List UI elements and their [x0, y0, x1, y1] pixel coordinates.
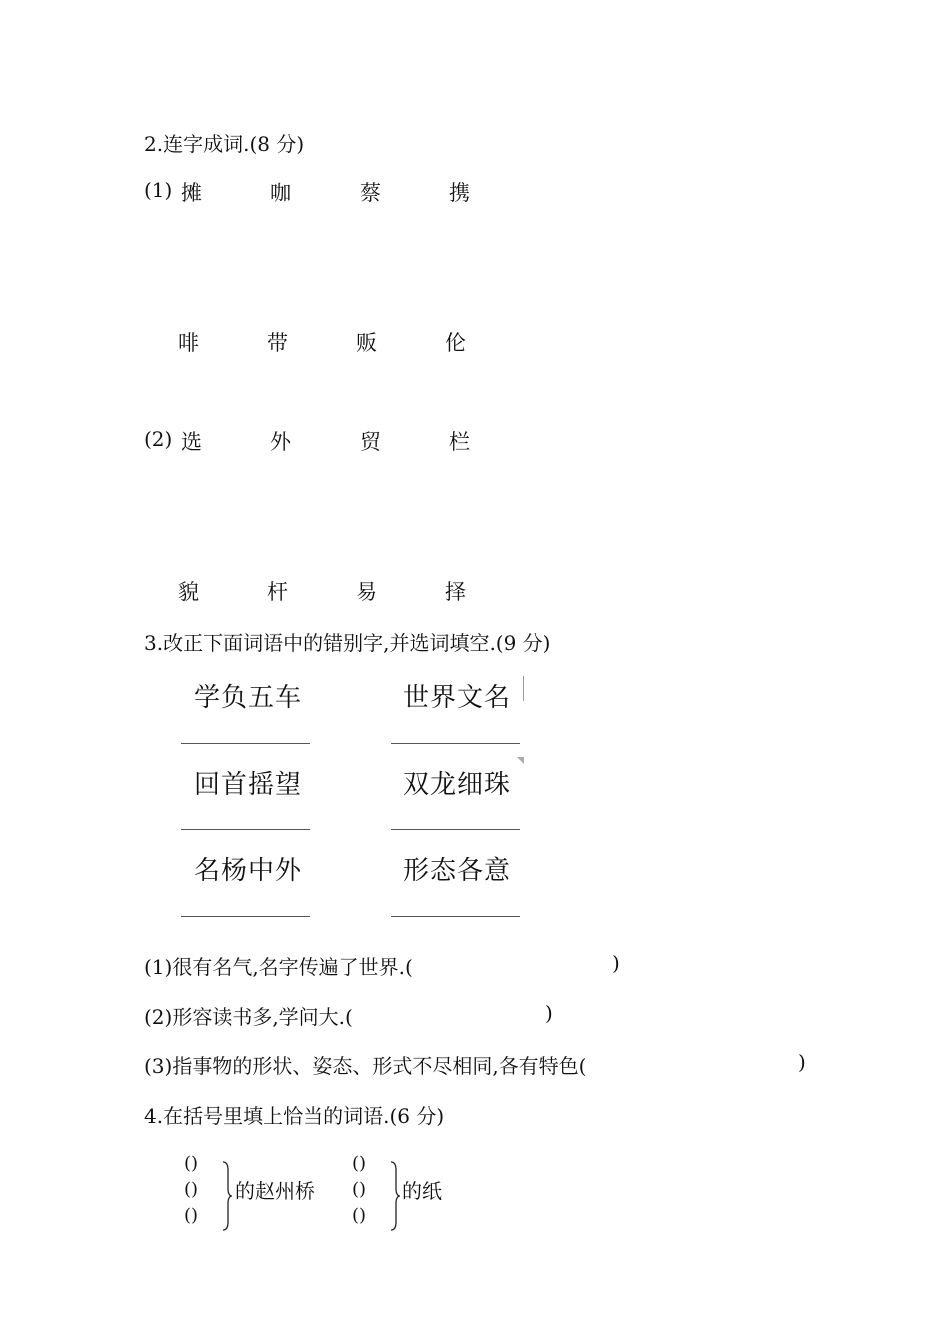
q3-answer-line[interactable] — [181, 829, 310, 830]
q2-part1-top-char: 咖 — [270, 181, 291, 205]
q2-part2-top-char: 选 — [181, 430, 202, 454]
q2-part2-label: (2) — [144, 427, 173, 451]
q3-sentence-close: ) — [545, 1001, 553, 1025]
q3-answer-line[interactable] — [181, 916, 310, 917]
q2-part1-top-char: 蔡 — [360, 181, 381, 205]
q3-sentence: (1)很有名气,名字传遍了世界.( — [144, 955, 413, 979]
q4-blank[interactable]: () — [352, 1205, 367, 1226]
right-brace-icon — [220, 1160, 234, 1232]
q2-part1-bottom-char: 贩 — [356, 331, 377, 355]
corner-marker-icon — [517, 757, 524, 764]
q4-blank[interactable]: () — [352, 1153, 367, 1174]
q3-answer-line[interactable] — [391, 916, 520, 917]
q2-title: 2.连字成词.(8 分) — [144, 132, 305, 156]
q4-group1-suffix: 的赵州桥 — [235, 1179, 315, 1203]
q2-part2-bottom-char: 杆 — [267, 580, 288, 604]
q4-blank[interactable]: () — [184, 1153, 199, 1174]
q2-part2-top-char: 栏 — [449, 430, 470, 454]
q2-part1-bottom-char: 啡 — [178, 331, 199, 355]
q3-answer-line[interactable] — [391, 829, 520, 830]
q4-title: 4.在括号里填上恰当的词语.(6 分) — [144, 1104, 445, 1128]
q3-title: 3.改正下面词语中的错别字,并选词填空.(9 分) — [144, 631, 551, 655]
q2-part2-bottom-char: 择 — [445, 580, 466, 604]
q2-part1-bottom-char: 伦 — [445, 331, 466, 355]
q4-blank[interactable]: () — [184, 1205, 199, 1226]
text-cursor — [523, 676, 524, 701]
q3-answer-line[interactable] — [181, 743, 310, 744]
q3-sentence: (2)形容读书多,学问大.( — [144, 1005, 353, 1029]
q2-part1-bottom-char: 带 — [267, 331, 288, 355]
q3-answer-line[interactable] — [391, 743, 520, 744]
q2-part1-top-char: 摊 — [181, 181, 202, 205]
q3-word: 形态各意 — [403, 856, 512, 886]
q3-sentence: (3)指事物的形状、姿态、形式不尽相同,各有特色( — [144, 1054, 587, 1078]
q3-word: 世界文名 — [403, 683, 512, 713]
q4-blank[interactable]: () — [352, 1179, 367, 1200]
q3-word: 名杨中外 — [194, 856, 303, 886]
q2-part2-bottom-char: 易 — [356, 580, 377, 604]
q2-part2-top-char: 外 — [270, 430, 291, 454]
q4-group2-suffix: 的纸 — [402, 1179, 442, 1203]
right-brace-icon — [388, 1160, 402, 1232]
q3-word: 回首摇望 — [194, 770, 303, 800]
q3-word: 学负五车 — [194, 683, 303, 713]
q3-sentence-close: ) — [612, 951, 620, 975]
q3-word: 双龙细珠 — [403, 770, 512, 800]
q2-part2-bottom-char: 貌 — [178, 580, 199, 604]
q4-blank[interactable]: () — [184, 1179, 199, 1200]
q2-part1-top-char: 携 — [449, 181, 470, 205]
q2-part2-top-char: 贸 — [360, 430, 381, 454]
q2-part1-label: (1) — [144, 178, 173, 202]
q3-sentence-close: ) — [798, 1050, 806, 1074]
